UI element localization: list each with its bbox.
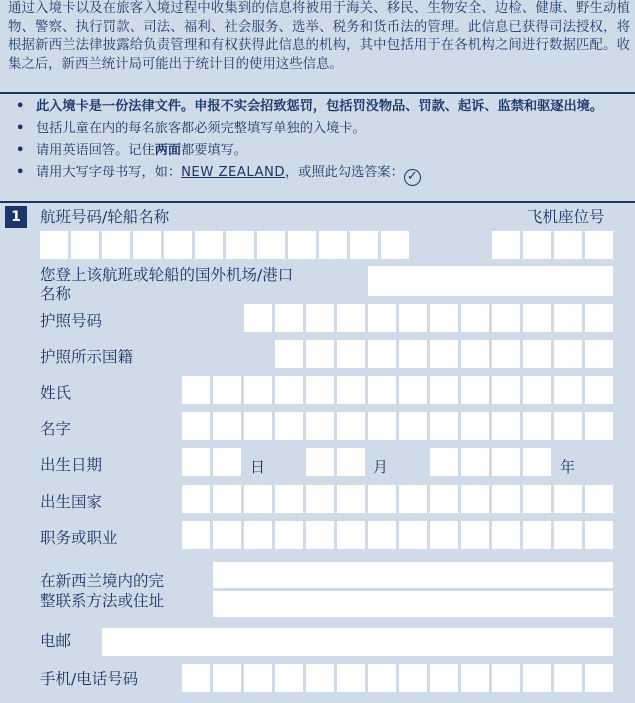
port-input[interactable] xyxy=(368,266,613,296)
address-input-line1[interactable] xyxy=(213,562,613,588)
flight-label: 航班号码/轮船名称 xyxy=(40,208,170,226)
surname-cell[interactable] xyxy=(213,376,241,404)
passport-number-cell[interactable] xyxy=(492,304,520,332)
surname-cell[interactable] xyxy=(430,376,458,404)
phone-cell[interactable] xyxy=(213,664,241,692)
dob-month-label: 月 xyxy=(373,458,389,476)
surname-cell[interactable] xyxy=(182,376,210,404)
given-name-label: 名字 xyxy=(40,420,72,438)
phone-cell[interactable] xyxy=(554,664,582,692)
given-name-cell[interactable] xyxy=(306,412,334,440)
phone-cell[interactable] xyxy=(585,664,613,692)
flight-cell[interactable] xyxy=(164,231,192,259)
instruction-english-post: 都要填写。 xyxy=(181,143,247,158)
passport-number-cell[interactable] xyxy=(244,304,272,332)
instruction-english-pre: 请用英语回答。记住 xyxy=(36,143,155,158)
occupation-cell[interactable] xyxy=(275,521,303,549)
phone-cell[interactable] xyxy=(492,664,520,692)
birth-country-cell[interactable] xyxy=(275,485,303,513)
passport-country-cell[interactable] xyxy=(275,340,303,368)
surname-label: 姓氏 xyxy=(40,384,72,402)
passport-country-cell[interactable] xyxy=(337,340,365,368)
surname-cell[interactable] xyxy=(492,376,520,404)
passport-number-cell[interactable] xyxy=(337,304,365,332)
passport-number-cell[interactable] xyxy=(523,304,551,332)
occupation-cell[interactable] xyxy=(306,521,334,549)
phone-cell[interactable] xyxy=(461,664,489,692)
dob-year-cell[interactable] xyxy=(523,448,551,476)
passport-number-cell[interactable] xyxy=(430,304,458,332)
seat-cell[interactable] xyxy=(492,231,520,259)
occupation-cell[interactable] xyxy=(213,521,241,549)
dob-month-cell[interactable] xyxy=(306,448,334,476)
given-name-cell[interactable] xyxy=(213,412,241,440)
passport-number-label: 护照号码 xyxy=(40,312,103,330)
instruction-each-traveller: • 包括儿童在内的每名旅客都必须完整填写单独的入境卡。 xyxy=(14,120,624,138)
occupation-cell[interactable] xyxy=(492,521,520,549)
birth-country-cell[interactable] xyxy=(492,485,520,513)
given-name-cell[interactable] xyxy=(337,412,365,440)
passport-country-cell[interactable] xyxy=(585,340,613,368)
port-label-line2: 名称 xyxy=(40,285,72,303)
passport-number-cell[interactable] xyxy=(306,304,334,332)
checkmark-icon: ✓ xyxy=(404,169,421,186)
given-name-cell[interactable] xyxy=(492,412,520,440)
surname-cell[interactable] xyxy=(337,376,365,404)
phone-cell[interactable] xyxy=(430,664,458,692)
occupation-cell[interactable] xyxy=(337,521,365,549)
address-label-line1: 在新西兰境内的完 xyxy=(40,572,165,590)
surname-cell[interactable] xyxy=(399,376,427,404)
dob-day-label: 日 xyxy=(250,458,266,476)
phone-cell[interactable] xyxy=(275,664,303,692)
flight-cell[interactable] xyxy=(133,231,161,259)
phone-cell[interactable] xyxy=(399,664,427,692)
surname-cell[interactable] xyxy=(585,376,613,404)
dob-day-cell[interactable] xyxy=(213,448,241,476)
occupation-cell[interactable] xyxy=(368,521,396,549)
seat-label: 飞机座位号 xyxy=(527,208,605,226)
surname-cell[interactable] xyxy=(368,376,396,404)
section-number-badge: 1 xyxy=(5,206,27,228)
email-label: 电邮 xyxy=(40,632,72,650)
birth-country-cell[interactable] xyxy=(244,485,272,513)
surname-cell[interactable] xyxy=(523,376,551,404)
flight-cell[interactable] xyxy=(288,231,316,259)
dob-day-cell[interactable] xyxy=(182,448,210,476)
birth-country-label: 出生国家 xyxy=(40,493,103,511)
passport-country-cell[interactable] xyxy=(523,340,551,368)
divider-top xyxy=(0,92,635,94)
given-name-cell[interactable] xyxy=(523,412,551,440)
birth-country-cell[interactable] xyxy=(585,485,613,513)
given-name-cell[interactable] xyxy=(554,412,582,440)
birth-country-cell[interactable] xyxy=(337,485,365,513)
given-name-cell[interactable] xyxy=(430,412,458,440)
passport-country-cell[interactable] xyxy=(461,340,489,368)
birth-country-cell[interactable] xyxy=(430,485,458,513)
passport-country-cell[interactable] xyxy=(430,340,458,368)
surname-cell[interactable] xyxy=(461,376,489,404)
phone-cell[interactable] xyxy=(368,664,396,692)
birth-country-cell[interactable] xyxy=(554,485,582,513)
instruction-capitals-post: ，或照此勾选答案： xyxy=(285,165,404,180)
passport-number-cell[interactable] xyxy=(461,304,489,332)
occupation-cell[interactable] xyxy=(585,521,613,549)
given-name-cell[interactable] xyxy=(461,412,489,440)
given-name-cell[interactable] xyxy=(585,412,613,440)
email-input[interactable] xyxy=(102,628,613,656)
birth-country-cell[interactable] xyxy=(182,485,210,513)
passport-number-cell[interactable] xyxy=(368,304,396,332)
address-label-line2: 整联系方法或住址 xyxy=(40,592,165,610)
occupation-cell[interactable] xyxy=(182,521,210,549)
given-name-cell[interactable] xyxy=(244,412,272,440)
phone-cell[interactable] xyxy=(523,664,551,692)
seat-cell[interactable] xyxy=(585,231,613,259)
divider-section xyxy=(0,201,635,203)
instructions-list xyxy=(14,98,624,190)
occupation-cell[interactable] xyxy=(523,521,551,549)
dob-year-cell[interactable] xyxy=(492,448,520,476)
passport-number-cell[interactable] xyxy=(399,304,427,332)
flight-cell[interactable] xyxy=(319,231,347,259)
flight-cell[interactable] xyxy=(40,231,68,259)
phone-cell[interactable] xyxy=(337,664,365,692)
dob-label: 出生日期 xyxy=(40,456,103,474)
dob-year-cell[interactable] xyxy=(461,448,489,476)
seat-cell[interactable] xyxy=(554,231,582,259)
flight-cell[interactable] xyxy=(257,231,285,259)
passport-country-cell[interactable] xyxy=(399,340,427,368)
dob-year-cell[interactable] xyxy=(430,448,458,476)
address-input-line2[interactable] xyxy=(213,591,613,617)
surname-cell[interactable] xyxy=(306,376,334,404)
occupation-cell[interactable] xyxy=(399,521,427,549)
given-name-cell[interactable] xyxy=(182,412,210,440)
seat-cell[interactable] xyxy=(523,231,551,259)
instruction-capitals-pre: 请用大写字母书写，如： xyxy=(36,165,182,180)
instruction-english xyxy=(14,142,624,160)
passport-number-cell[interactable] xyxy=(275,304,303,332)
instruction-legal-warning: • 此入境卡是一份法律文件。申报不实会招致惩罚，包括罚没物品、罚款、起诉、监禁和驱逐出境。 xyxy=(14,98,624,116)
given-name-cell[interactable] xyxy=(368,412,396,440)
capitals-example: NEW ZEALAND xyxy=(181,165,286,180)
passport-country-cell[interactable] xyxy=(368,340,396,368)
dob-year-label: 年 xyxy=(560,458,576,476)
occupation-cell[interactable] xyxy=(430,521,458,549)
birth-country-cell[interactable] xyxy=(213,485,241,513)
phone-label: 手机/电话号码 xyxy=(40,670,139,688)
flight-cell[interactable] xyxy=(226,231,254,259)
birth-country-cell[interactable] xyxy=(368,485,396,513)
surname-cell[interactable] xyxy=(244,376,272,404)
privacy-notice: 通过入境卡以及在旅客入境过程中收集到的信息将被用于海关、移民、生物安全、边检、健康、野生动植物、警察、执行罚款、司法、福利、社会服务、选举、税务和货币法的管理。此信息已获得司法授权，将根据新西兰法律披露给负责管理和有权获得此信息的机构，其中包括用于在各机构之间进行数据匹配。收集之后，新西兰统计局可能出于统计目的使用这些信息。 xyxy=(8,1,630,72)
flight-cell[interactable] xyxy=(350,231,378,259)
surname-cell[interactable] xyxy=(554,376,582,404)
occupation-cell[interactable] xyxy=(554,521,582,549)
occupation-cell[interactable] xyxy=(461,521,489,549)
flight-cell[interactable] xyxy=(195,231,223,259)
flight-cell[interactable] xyxy=(381,231,409,259)
phone-cell[interactable] xyxy=(244,664,272,692)
flight-cell[interactable] xyxy=(71,231,99,259)
instruction-capitals xyxy=(14,164,624,186)
flight-cell[interactable] xyxy=(102,231,130,259)
passport-country-label: 护照所示国籍 xyxy=(40,348,134,366)
dob-month-cell[interactable] xyxy=(337,448,365,476)
given-name-cell[interactable] xyxy=(275,412,303,440)
port-label-line1: 您登上该航班或轮船的国外机场/港口 xyxy=(40,266,294,284)
given-name-cell[interactable] xyxy=(399,412,427,440)
passport-country-cell[interactable] xyxy=(554,340,582,368)
birth-country-cell[interactable] xyxy=(461,485,489,513)
phone-cell[interactable] xyxy=(182,664,210,692)
phone-cell[interactable] xyxy=(306,664,334,692)
birth-country-cell[interactable] xyxy=(399,485,427,513)
passport-number-cell[interactable] xyxy=(554,304,582,332)
instruction-both-sides: 两面 xyxy=(154,143,182,158)
occupation-label: 职务或职业 xyxy=(40,529,118,547)
passport-country-cell[interactable] xyxy=(492,340,520,368)
passport-country-cell[interactable] xyxy=(306,340,334,368)
surname-cell[interactable] xyxy=(275,376,303,404)
occupation-cell[interactable] xyxy=(244,521,272,549)
birth-country-cell[interactable] xyxy=(306,485,334,513)
birth-country-cell[interactable] xyxy=(523,485,551,513)
passport-number-cell[interactable] xyxy=(585,304,613,332)
